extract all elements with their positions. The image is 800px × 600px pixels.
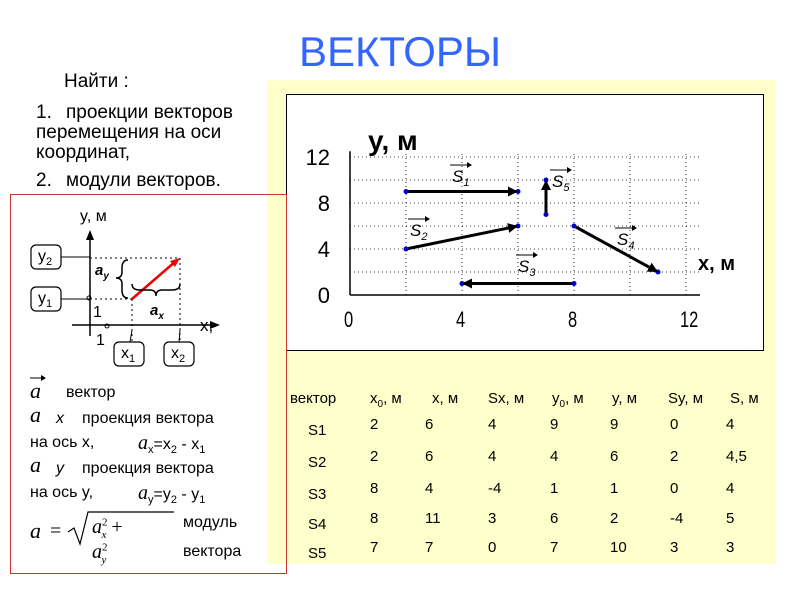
table-cell: 0	[670, 416, 679, 433]
ay-label: $a_y$	[95, 262, 109, 282]
table-header: y, м	[612, 390, 638, 407]
x1-label: $x_1$	[121, 345, 136, 366]
vector-word: вектора	[183, 543, 242, 560]
y-tick-label: 12	[305, 145, 330, 170]
table-cell: 9	[610, 416, 619, 433]
table-cell: 11	[425, 510, 441, 527]
ay-symbol-sub: y	[56, 460, 64, 477]
table-cell: 2	[610, 510, 619, 527]
task-item1-num: 1.	[36, 102, 52, 123]
table-cell: 2	[670, 448, 679, 465]
ax-formula: $a_x=x_2 - x_1$	[138, 432, 206, 457]
ax-symbol-sub: x	[56, 410, 64, 427]
table-cell: 4	[488, 416, 497, 433]
table-cell: 4	[550, 448, 559, 465]
x-tick-label: 4	[456, 307, 466, 333]
table-cell: 9	[550, 416, 559, 433]
table-cell: 4	[488, 448, 497, 465]
table-cell: 7	[370, 539, 379, 556]
x2-label: $x_2$	[171, 345, 186, 366]
table-cell: 0	[488, 539, 497, 556]
task-item1-line1: проекции векторов	[66, 102, 233, 123]
table-row-label: S3	[308, 486, 327, 503]
diagram-y-arrow	[86, 230, 94, 240]
y1-label: $y_1$	[38, 290, 53, 311]
x-tick-label: 0	[344, 307, 354, 333]
table-cell: 1	[610, 480, 619, 497]
y-tick-label: 0	[317, 283, 330, 308]
table-cell: 6	[425, 416, 434, 433]
table-cell: 4,5	[726, 448, 747, 465]
vector-def-text: вектор	[66, 384, 116, 401]
y-tick-label: 8	[317, 191, 330, 216]
unit-one-horizontal: 1	[96, 332, 105, 349]
table-cell: 10	[610, 539, 627, 556]
modulus-equals: =	[50, 520, 62, 542]
table-cell: 2	[370, 448, 379, 465]
vector-label-5: $S_5$	[552, 172, 570, 194]
table-header: $y_0$, м	[552, 390, 584, 410]
table-cell: 4	[425, 480, 434, 497]
vector-label-4: $S_4$	[617, 230, 635, 252]
table-cell: 8	[370, 480, 379, 497]
page-title: ВЕКТОРЫ	[298, 28, 502, 75]
vector-symbol: a	[30, 378, 41, 403]
table-header: $x_0$, м	[370, 390, 402, 410]
table-cell: 3	[670, 539, 679, 556]
table-header: Sy, м	[668, 390, 704, 407]
ax-label: $a_x$	[150, 302, 164, 322]
table-cell: 0	[670, 480, 679, 497]
table-header: вектор	[290, 390, 337, 407]
vector-label-2: $S_2$	[410, 221, 428, 243]
vector-label-3: $S_3$	[518, 257, 536, 279]
table-cell: 2	[370, 416, 379, 433]
ay-symbol: a	[30, 452, 41, 477]
table-cell: -4	[488, 480, 502, 497]
table-cell: 6	[425, 448, 434, 465]
ax-def-text: проекция вектора	[82, 410, 214, 427]
y2-label: $y_2$	[38, 248, 53, 269]
vector-arrow-icon	[28, 374, 48, 382]
task-heading: Найти :	[64, 71, 129, 92]
ay-axis-text: на ось y,	[30, 484, 94, 501]
ay-def-text: проекция вектора	[82, 460, 214, 477]
red-vector	[132, 261, 176, 299]
vector-label-1: $S_1$	[452, 167, 470, 189]
diagram-x-label: x,	[200, 316, 214, 335]
ax-symbol: a	[30, 402, 41, 427]
table-cell: 4	[726, 416, 735, 433]
table-cell: 7	[425, 539, 434, 556]
table-cell: 1	[550, 480, 559, 497]
table-cell: 6	[610, 448, 619, 465]
task-item1-line2: перемещения на оси	[36, 122, 222, 143]
task-item2-num: 2.	[36, 170, 52, 191]
modulus-lhs: a	[30, 518, 41, 543]
task-item2-text: модули векторов.	[66, 170, 221, 191]
x-tick-label: 8	[568, 307, 578, 333]
table-cell: 6	[550, 510, 559, 527]
table-cell: 4	[726, 480, 735, 497]
modulus-radicand: $a^2_x + a^2_y$	[92, 516, 123, 566]
table-row-label: S4	[308, 516, 327, 533]
table-header: Sx, м	[488, 390, 525, 407]
x-tick-label: 12	[680, 307, 699, 333]
table-row-label: S5	[308, 545, 327, 562]
ay-formula: $a_y=y_2 - y_1$	[138, 482, 206, 507]
table-cell: 5	[726, 510, 735, 527]
table-cell: 3	[726, 539, 735, 556]
table-cell: -4	[670, 510, 684, 527]
table-cell: 8	[370, 510, 379, 527]
chart-y-axis-label: y, м	[368, 125, 418, 156]
table-row-label: S1	[308, 422, 327, 439]
diagram-y-label: y, м	[80, 208, 107, 225]
unit-one-vertical: 1	[93, 304, 102, 321]
table-cell: 7	[550, 539, 559, 556]
task-item1-line3: координат,	[36, 142, 131, 163]
table-header: S, м	[730, 390, 759, 407]
table-cell: 3	[488, 510, 497, 527]
ay-brace	[116, 260, 128, 298]
table-row-label: S2	[308, 454, 327, 471]
chart-x-axis-label: x, м	[698, 253, 736, 275]
y-tick-label: 4	[317, 237, 330, 262]
modulus-word: модуль	[183, 514, 238, 531]
ax-axis-text: на ось x,	[30, 434, 95, 451]
table-header: x, м	[432, 390, 459, 407]
